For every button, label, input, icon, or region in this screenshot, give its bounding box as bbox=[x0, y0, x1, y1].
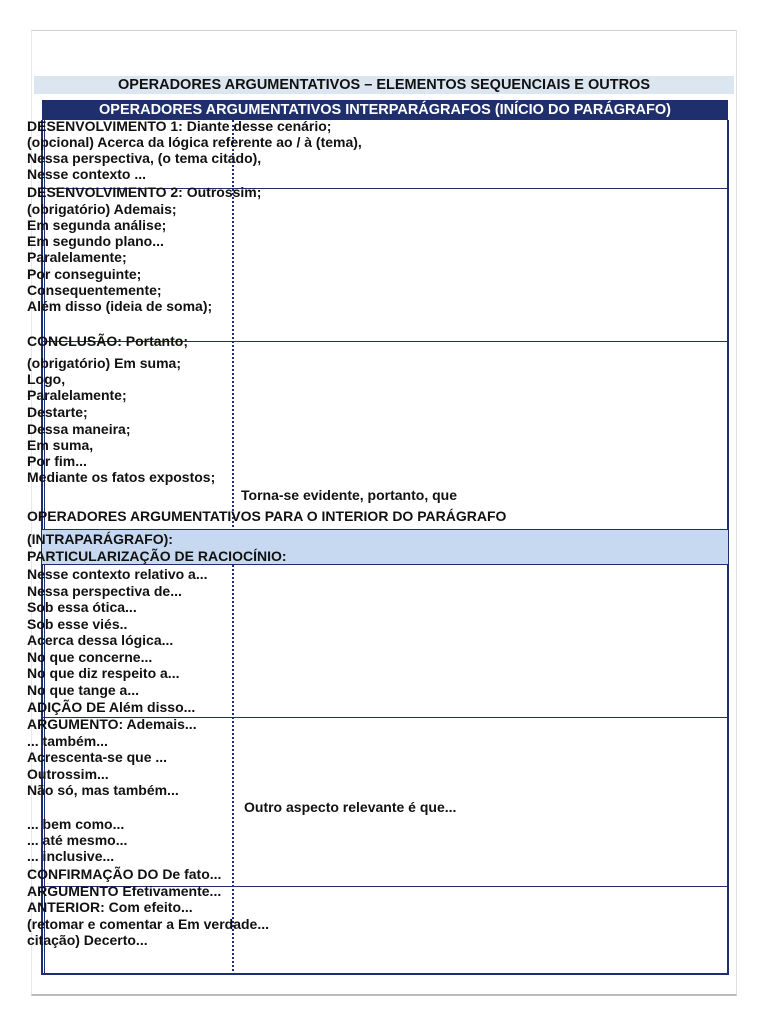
text-line: Nessa perspectiva de... bbox=[27, 583, 182, 599]
text-line: ARGUMENTO: Ademais... bbox=[27, 716, 197, 732]
text-line: PARTICULARIZAÇÃO DE RACIOCÍNIO: bbox=[27, 548, 287, 564]
text-line: Por fim... bbox=[27, 453, 87, 469]
text-line: No que concerne... bbox=[27, 649, 153, 665]
text-line: No que tange a... bbox=[27, 682, 140, 698]
section-heading: OPERADORES ARGUMENTATIVOS PARA O INTERIOR DO PARÁGRAFO bbox=[27, 508, 507, 524]
text-line: Acrescenta-se que ... bbox=[27, 749, 168, 765]
text-line: CONCLUSÃO: Portanto; bbox=[27, 333, 188, 349]
text-line: ... inclusive... bbox=[27, 848, 115, 864]
text-line: Consequentemente; bbox=[27, 282, 162, 298]
text-line: Dessa maneira; bbox=[27, 421, 131, 437]
text-line: Mediante os fatos expostos; bbox=[27, 469, 216, 485]
text-line: Além disso (ideia de soma); bbox=[27, 298, 213, 314]
text-line: DESENVOLVIMENTO 2: Outrossim; bbox=[27, 184, 262, 200]
text-line: (obrigatório) Em suma; bbox=[27, 355, 182, 371]
text-line: Torna-se evidente, portanto, que bbox=[241, 487, 457, 503]
text-line: Acerca dessa lógica... bbox=[27, 632, 174, 648]
text-line: Em segundo plano... bbox=[27, 233, 164, 249]
text-line: Destarte; bbox=[27, 404, 88, 420]
text-line: Sob esse viés.. bbox=[27, 616, 128, 632]
text-line: Por conseguinte; bbox=[27, 266, 142, 282]
text-line: Em segunda análise; bbox=[27, 217, 167, 233]
text-line: (opcional) Acerca da lógica referente ao / à (tema), bbox=[27, 134, 362, 150]
text-line: Em suma, bbox=[27, 437, 94, 453]
text-line: No que diz respeito a... bbox=[27, 665, 180, 681]
text-line: Outro aspecto relevante é que... bbox=[244, 799, 457, 815]
section-header-interparagrafos: OPERADORES ARGUMENTATIVOS INTERPARÁGRAFOS (INÍCIO DO PARÁGRAFO) bbox=[42, 100, 728, 120]
text-line: Outrossim... bbox=[27, 766, 109, 782]
text-line: (obrigatório) Ademais; bbox=[27, 201, 177, 217]
text-line: ... até mesmo... bbox=[27, 832, 128, 848]
text-line: Paralelamente; bbox=[27, 387, 127, 403]
text-line: Nesse contexto ... bbox=[27, 166, 147, 182]
text-line: Nesse contexto relativo a... bbox=[27, 566, 208, 582]
text-line: Paralelamente; bbox=[27, 249, 127, 265]
text-line: Não só, mas também... bbox=[27, 782, 179, 798]
text-line: (INTRAPARÁGRAFO): bbox=[27, 531, 173, 547]
document-title: OPERADORES ARGUMENTATIVOS – ELEMENTOS SEQUENCIAIS E OUTROS bbox=[34, 76, 734, 94]
text-line: ADIÇÃO DE Além disso... bbox=[27, 699, 196, 715]
text-line: Sob essa ótica... bbox=[27, 599, 137, 615]
text-line: ANTERIOR: Com efeito... bbox=[27, 899, 193, 915]
text-line: ... também... bbox=[27, 733, 108, 749]
text-line: CONFIRMAÇÃO DO De fato... bbox=[27, 866, 222, 882]
text-line: ARGUMENTO Efetivamente... bbox=[27, 883, 222, 899]
text-line: Nessa perspectiva, (o tema citado), bbox=[27, 150, 262, 166]
text-line: DESENVOLVIMENTO 1: Diante desse cenário; bbox=[27, 118, 332, 134]
text-line: (retomar e comentar a Em verdade... bbox=[27, 916, 269, 932]
text-line: citação) Decerto... bbox=[27, 932, 148, 948]
text-line: ... bem como... bbox=[27, 816, 125, 832]
text-line: Logo, bbox=[27, 371, 66, 387]
